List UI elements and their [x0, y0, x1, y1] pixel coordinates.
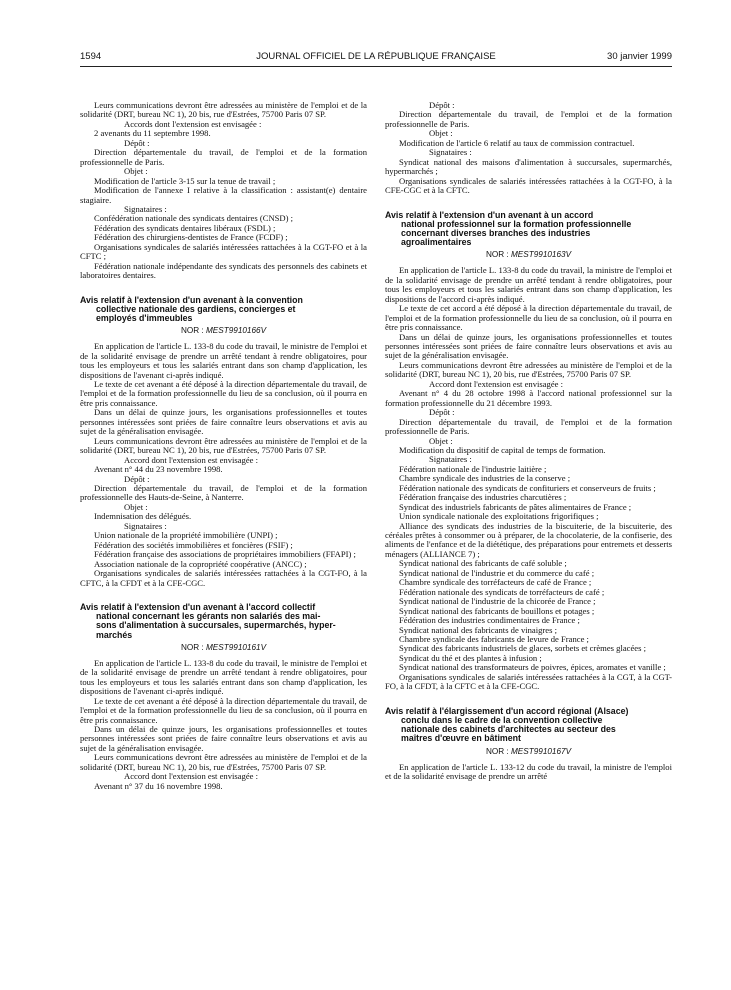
- paragraph: Leurs communications devront être adressées au ministère de l'emploi et de la solidarité (DRT, bureau NC 1), 20 bis, rue d'Estrées, 75700 Paris 07 SP.: [385, 359, 672, 380]
- signatory: Union nationale de la propriété immobilière (UNPI) ;: [94, 530, 278, 541]
- section-label: Signataires :: [429, 454, 472, 465]
- section-label: Dépôt :: [429, 407, 455, 418]
- section-label: Signataires :: [429, 147, 472, 158]
- signatory: Association nationale de la copropriété coopérative (ANCC) ;: [94, 558, 307, 569]
- signatory: Fédération nationale de l'industrie laitière ;: [399, 463, 547, 474]
- page-number: 1594: [80, 51, 102, 62]
- heading-line: concernant diverses branches des industries: [401, 227, 591, 238]
- heading-line: Avis relatif à l'élargissement d'un accord régional (Alsace): [385, 705, 629, 716]
- paragraph: Avenant n° 4 du 28 octobre 1998 à l'accord national professionnel sur la formation professionnelle du 21 décembre 1993.: [385, 388, 672, 408]
- signatory: Alliance des syndicats des industries de la biscuiterie, de la biscuiterie, des céréales prêtes à consommer ou à préparer, de la chocolaterie, de la confiserie, des aliments de l'enfance et de la diététique, des préparations pour entremets et desserts ménagers (ALLIANCE 7) ;: [385, 520, 672, 559]
- paragraph: Dans un délai de quinze jours, les organisations professionnelles et toutes personnes intéressées sont priées de faire connaître leurs observations et avis au sujet de la généralisation envisagée.: [385, 331, 672, 361]
- heading-line: Avis relatif à l'extension d'un avenant à un accord: [385, 209, 594, 220]
- notice-heading: [385, 707, 672, 744]
- heading-line: sons d'alimentation à succursales, supermarchés, hyper-: [96, 620, 336, 631]
- signatory: Organisations syndicales de salariés intéressées rattachées à la CGT-FO, à la CFE-CGC et à la CFTC.: [385, 175, 672, 196]
- signatory: Syndicat national de l'industrie et du commerce du café ;: [399, 567, 595, 578]
- section-label: Objet :: [429, 435, 453, 446]
- paragraph: Direction départementale du travail, de l'emploi et de la formation professionnelle de Paris.: [385, 416, 672, 437]
- heading-line: maîtres d'œuvre en bâtiment: [401, 733, 521, 744]
- section-label: Objet :: [124, 166, 148, 177]
- heading-line: Avis relatif à l'extension d'un avenant à l'accord collectif: [80, 602, 316, 612]
- nor-code: MEST9910163V: [510, 250, 572, 260]
- heading-line: national professionnel sur la formation professionnelle: [401, 218, 632, 229]
- signatory: Organisations syndicales de salariés intéressées rattachées à la CGT-FO, à la CFTC, à la CFDT et à la CFE-CGC.: [80, 568, 367, 588]
- section-label: Signataires :: [124, 520, 167, 531]
- paragraph: Leurs communications devront être adressées au ministère de l'emploi et de la solidarité (DRT, bureau NC 1), 20 bis, rue d'Estrées, 75700 Paris 07 SP.: [80, 435, 367, 456]
- section-label: Dépôt :: [429, 100, 455, 110]
- signatory: Fédération française des industries charcutières ;: [399, 492, 567, 503]
- paragraph: En application de l'article L. 133-8 du code du travail, le ministre de l'emploi et de la solidarité envisage de prendre un arrêté tendant à rendre obligatoires, pour tous les employeurs et tous les salariés entrant dans son champ d'application, les dispositions de l'avenant ci-après indiqué.: [80, 341, 367, 380]
- notice-heading: [80, 603, 367, 640]
- paragraph: Direction départementale du travail, de l'emploi et de la formation professionnelle des Hauts-de-Seine, à Nanterre.: [80, 483, 367, 503]
- section-label: Accord dont l'extension est envisagée :: [124, 454, 258, 465]
- signatory: Union syndicale nationale des exploitations frigorifiques ;: [399, 511, 599, 522]
- heading-line: agroalimentaires: [401, 237, 472, 248]
- section-label: Accord dont l'extension est envisagée :: [124, 771, 258, 782]
- nor-label: NOR :: [180, 326, 204, 336]
- paragraph: En application de l'article L. 133-8 du code du travail, la ministre de l'emploi et de la solidarité envisage de prendre un arrêté tendant à rendre obligatoires, pour tous les employeurs et tous les salariés entrant dans son champ d'application, les dispositions de l'accord ci-après indiqué.: [385, 265, 672, 304]
- signatory: Syndicat national des fabricants de café soluble ;: [399, 558, 567, 569]
- heading-line: nationale des cabinets d'architectes au secteur des: [401, 724, 616, 735]
- signatory: Chambre syndicale des fabricants de levure de France ;: [399, 634, 589, 645]
- nor-reference: [80, 643, 367, 653]
- signatory: Organisations syndicales de salariés intéressées rattachées à la CGT, à la CGT-FO, à la CFDT, à la CFTC et à la CFE-CGC.: [385, 671, 672, 692]
- paragraph: Le texte de cet avenant a été déposé à la direction départementale du travail, de l'emploi et de la formation professionnelle du lieu de sa conclusion, où il pourra en être pris connaissance.: [80, 695, 367, 725]
- signatory: Syndicat national de l'industrie de la chicorée de France ;: [399, 596, 596, 607]
- paragraph: Modification de l'article 3-15 sur la tenue de travail ;: [94, 175, 276, 186]
- nor-reference: [385, 250, 672, 260]
- heading-line: national concernant les gérants non salariés des mai-: [96, 611, 321, 622]
- signatory: Chambre syndicale des torréfacteurs de café de France ;: [399, 577, 592, 588]
- signatory: Syndicat des industriels fabricants de pâtes alimentaires de France ;: [399, 501, 632, 512]
- nor-reference: [80, 326, 367, 336]
- signatory: Syndicat national des fabricants de bouillons et potages ;: [399, 605, 595, 616]
- section-label: Signataires :: [124, 203, 167, 214]
- signatory: Fédération des chirurgiens-dentistes de France (FCDF) ;: [94, 232, 288, 243]
- paragraph: Direction départementale du travail, de l'emploi et de la formation professionnelle de Paris.: [80, 147, 367, 167]
- signatory: Chambre syndicale des industries de la conserve ;: [399, 473, 571, 484]
- heading-line: Avis relatif à l'extension d'un avenant à la convention: [80, 294, 303, 305]
- nor-reference: [385, 747, 672, 757]
- nor-code: MEST9910167V: [510, 746, 572, 756]
- paragraph: En application de l'article L. 133-12 du code du travail, la ministre de l'emploi et de la solidarité envisage de prendre un arrêté: [385, 761, 672, 781]
- paragraph: Dans un délai de quinze jours, les organisations professionnelles et toutes personnes intéressées sont priées de faire connaître leurs observations et avis au sujet de la généralisation envisagée.: [80, 723, 367, 753]
- paragraph: 2 avenants du 11 septembre 1998.: [94, 128, 211, 139]
- signatory: Fédération des syndicats dentaires libéraux (FSDL) ;: [94, 222, 276, 233]
- paragraph: En application de l'article L. 133-8 du code du travail, le ministre de l'emploi et de la solidarité envisage de prendre un arrêté tendant à rendre obligatoires, pour tous les employeurs et tous les salariés entrant dans son champ d'application, les dispositions de l'avenant ci-après indiqué.: [80, 657, 367, 697]
- section-label: Dépôt :: [124, 137, 150, 148]
- heading-line: employés d'immeubles: [96, 313, 193, 324]
- signatory: Syndicat des fabricants industriels de glaces, sorbets et crèmes glacées ;: [399, 643, 646, 654]
- paragraph: Avenant n° 44 du 23 novembre 1998.: [94, 464, 223, 475]
- paragraph: Modification de l'annexe I relative à la classification : assistant(e) dentaire stagiaire.: [80, 185, 367, 205]
- paragraph: Avenant n° 37 du 16 novembre 1998.: [94, 780, 223, 791]
- nor-label: NOR :: [180, 642, 204, 652]
- signatory: Syndicat national des transformateurs de poivres, épices, aromates et vanille ;: [399, 662, 666, 673]
- signatory: Fédération des industries condimentaires de France ;: [399, 615, 580, 626]
- nor-label: NOR :: [485, 250, 509, 260]
- paragraph: Dans un délai de quinze jours, les organisations professionnelles et toutes personnes intéressées sont priées de faire connaître leurs observations et avis au sujet de la généralisation envisagée.: [80, 407, 367, 437]
- page-header: [80, 51, 672, 65]
- signatory: Confédération nationale des syndicats dentaires (CNSD) ;: [94, 213, 294, 224]
- signatory: Fédération nationale indépendante des syndicats des personnels des cabinets et laboratoires dentaires.: [80, 260, 367, 281]
- paragraph: Leurs communications devront être adressées au ministère de l'emploi et de la solidarité (DRT, bureau NC 1), 20 bis, rue d'Estrées, 75700 Paris 07 SP.: [80, 100, 367, 120]
- section-label: Accords dont l'extension est envisagée :: [124, 118, 262, 129]
- paragraph: Indemnisation des délégués.: [94, 511, 192, 522]
- left-column: [80, 101, 367, 791]
- heading-line: collective nationale des gardiens, concierges et: [96, 303, 296, 314]
- signatory: Fédération nationale des syndicats de confituriers et conserveurs de fruits ;: [399, 482, 656, 493]
- heading-line: conclu dans le cadre de la convention collective: [401, 714, 603, 725]
- header-rule: [80, 66, 672, 67]
- signatory: Organisations syndicales de salariés intéressées rattachées à la CGT-FO et à la CFTC ;: [80, 241, 367, 262]
- notice-heading: [80, 296, 367, 324]
- notice-heading: [385, 211, 672, 248]
- signatory: Fédération française des associations de propriétaires immobiliers (FFAPI) ;: [94, 549, 356, 560]
- section-label: Objet :: [124, 501, 148, 512]
- nor-code: MEST9910161V: [205, 642, 267, 652]
- section-label: Dépôt :: [124, 473, 150, 484]
- paragraph: Leurs communications devront être adressées au ministère de l'emploi et de la solidarité (DRT, bureau NC 1), 20 bis, rue d'Estrées, 75700 Paris 07 SP.: [80, 752, 367, 772]
- paragraph: Le texte de cet accord a été déposé à la direction départementale du travail, de l'emploi et de la formation professionnelle du lieu de sa conclusion, où il pourra en être pris connaissance.: [385, 303, 672, 333]
- section-label: Accord dont l'extension est envisagée :: [429, 378, 563, 389]
- paragraph: Modification du dispositif de capital de temps de formation.: [399, 444, 606, 455]
- nor-label: NOR :: [485, 746, 509, 756]
- signatory: Syndicat du thé et des plantes à infusion ;: [399, 652, 542, 663]
- right-column: [385, 101, 672, 781]
- paragraph: Modification de l'article 6 relatif au taux de commission contractuel.: [399, 137, 635, 148]
- paragraph: Direction départementale du travail, de l'emploi et de la formation professionnelle de Paris.: [385, 109, 672, 129]
- signatory: Fédération nationale des syndicats de torréfacteurs de café ;: [399, 586, 605, 597]
- heading-line: marchés: [96, 629, 133, 640]
- journal-title: JOURNAL OFFICIEL DE LA RÉPUBLIQUE FRANÇAISE: [256, 51, 496, 62]
- issue-date: 30 janvier 1999: [607, 51, 672, 62]
- paragraph: Le texte de cet avenant a été déposé à la direction départementale du travail, de l'emploi et de la formation professionnelle du lieu de sa conclusion, où il pourra en être pris connaissance.: [80, 379, 367, 408]
- section-label: Objet :: [429, 128, 453, 139]
- signatory: Fédération des sociétés immobilières et foncières (FSIF) ;: [94, 539, 293, 550]
- signatory: Syndicat national des fabricants de vinaigres ;: [399, 624, 557, 635]
- nor-code: MESТ9910166V: [205, 326, 267, 336]
- signatory: Syndicat national des maisons d'alimentation à succursales, supermarchés, hypermarchés ;: [385, 156, 672, 177]
